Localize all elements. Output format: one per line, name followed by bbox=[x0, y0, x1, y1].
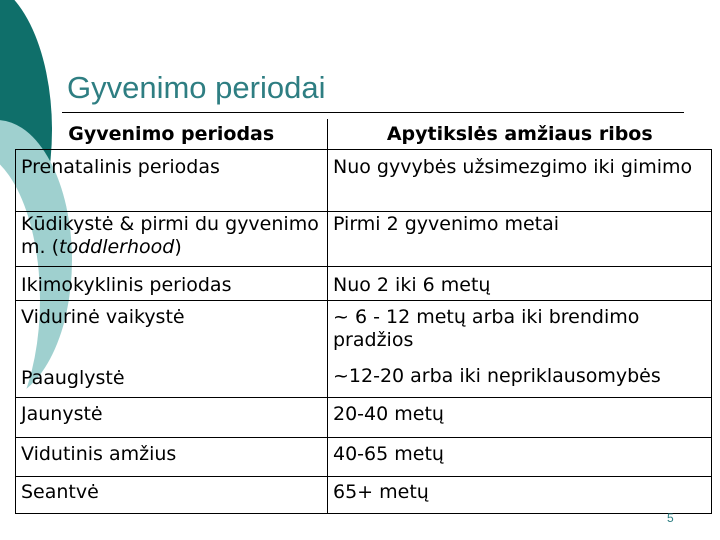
table-row bbox=[16, 477, 712, 514]
period-cell: Jaunystė bbox=[16, 398, 328, 438]
table-row bbox=[16, 150, 712, 212]
age-cell: 65+ metų bbox=[328, 477, 712, 514]
age-cell: Nuo gyvybės užsimezgimo iki gimimo bbox=[328, 150, 712, 212]
age-cell: 40-65 metų bbox=[328, 438, 712, 477]
period-cell: Vidutinis amžius bbox=[16, 438, 328, 477]
period-cell: Ikimokyklinis periodas bbox=[16, 267, 328, 301]
table-row bbox=[16, 212, 712, 267]
table-row bbox=[16, 362, 712, 398]
age-cell: ~ 6 - 12 metų arba iki brendimo pradžios bbox=[328, 301, 712, 363]
title-divider bbox=[62, 112, 684, 113]
period-cell: Vidurinė vaikystė bbox=[16, 301, 328, 363]
table-row bbox=[16, 398, 712, 438]
period-suffix: ) bbox=[174, 236, 182, 258]
slide-title: Gyvenimo periodai bbox=[67, 70, 326, 105]
period-cell: Seantvė bbox=[16, 477, 328, 514]
period-text: Kūdikystė & pirmi du gyvenimo m. ( bbox=[21, 213, 319, 258]
header-age: Apytikslės amžiaus ribos bbox=[328, 119, 712, 150]
period-cell bbox=[16, 212, 328, 267]
period-cell: Paauglystė bbox=[16, 362, 328, 398]
page-number: 5 bbox=[667, 511, 674, 525]
age-cell: 20-40 metų bbox=[328, 398, 712, 438]
age-cell: Pirmi 2 gyvenimo metai bbox=[328, 212, 712, 267]
age-cell: Nuo 2 iki 6 metų bbox=[328, 267, 712, 301]
header-period: Gyvenimo periodas bbox=[16, 119, 328, 150]
period-cell: Prenatalinis periodas bbox=[16, 150, 328, 212]
table-row bbox=[16, 267, 712, 301]
table-row bbox=[16, 301, 712, 363]
life-periods-table bbox=[15, 119, 712, 514]
age-cell: ~12-20 arba iki nepriklausomybės bbox=[328, 362, 712, 398]
period-term: toddlerhood bbox=[59, 236, 175, 258]
table-header-row bbox=[16, 119, 712, 150]
table-row bbox=[16, 438, 712, 477]
